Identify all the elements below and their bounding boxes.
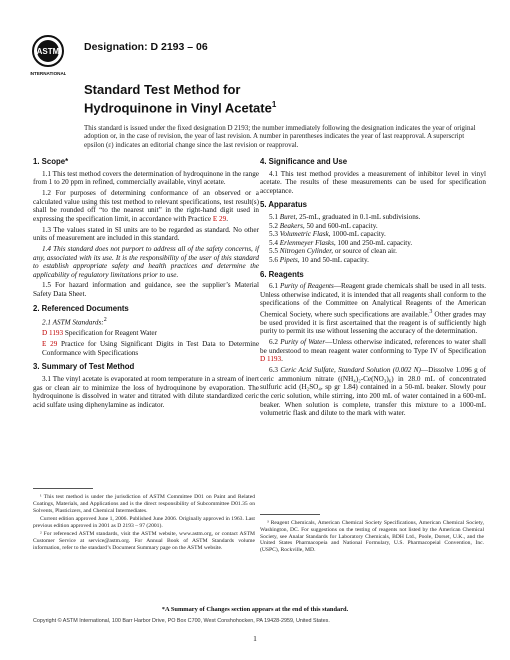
para-4-1: 4.1 This test method provides a measurement of inhibitor level in vinyl acetate. The results of these measurements can be used for specification acceptance.: [260, 169, 486, 195]
footnote-divider-right: [260, 514, 320, 515]
section-1-heading: 1. Scope*: [33, 157, 69, 166]
footnote-2: ² For referenced ASTM standards, visit the ASTM website, www.astm.org, or contact ASTM Customer Service at service@astm.org. For Annual Book of ASTM Standards volume information, refer to the standard’s Document Summary page on the ASTM website.: [33, 530, 255, 551]
designation: Designation: D 2193 – 06: [84, 41, 208, 53]
left-column: [33, 158, 259, 412]
reference-e29: E 29 Practice for Using Significant Digits in Test Data to Determine Conformance with Specifications: [42, 340, 260, 357]
para-1-1: 1.1 This test method covers the determination of hydroquinone in the range from 1 to 20 ppm in refined, commercially available, vinyl acetate.: [33, 169, 259, 187]
list-item: 5.6 Pipets, 10 and 50-mL capacity.: [269, 255, 369, 264]
footnotes-left: [33, 494, 255, 553]
para-1-5: 1.5 For hazard information and guidance, see the supplier’s Material Safety Data Sheet.: [33, 281, 259, 299]
list-item: 5.1 Buret, 25-mL, graduated in 0.1-mL subdivisions.: [269, 212, 421, 221]
list-item: 5.2 Beakers, 50 and 600-mL capacity.: [269, 221, 378, 230]
title-main: Hydroquinone in Vinyl Acetate: [84, 100, 272, 116]
link-e29-ref[interactable]: E 29: [42, 340, 58, 349]
footnote-3: ³ Reagent Chemicals, American Chemical Society Specifications, American Chemical Society, Washington, DC. For suggestions on the testing of reagents not listed by the American Chemical Society, see Analar Standards for Laboratory Chemicals, BDH Ltd., Poole, Dorset, U.K., and the United States Pharmacopeia and National Formulary, U.S. Pharmacopeial Convention, Inc. (USPC), Rockville, MD.: [260, 520, 484, 554]
para-6-3: 6.3 Ceric Acid Sulfate, Standard Solution (0.002 N)—Dissolve 1.096 g of ceric ammonium nitrate ((NH₄)₂-Ce(NO₃)₆) in 28.0 mL of concentrated sulfuric acid (H₂SO₄, sp gr 1.84) contained in a 50-mL beaker. Slowly pour the ceric solution, while stirring, into 200 mL of water contained in a 600-mL beaker. When solution is complete, transfer this mixture to a 1000-mL volumetric flask and dilute to the mark with water.: [260, 366, 487, 418]
footnote-divider-left: [33, 488, 93, 489]
link-e29[interactable]: E 29: [212, 214, 227, 223]
list-item: 5.3 Volumetric Flask, 1000-mL capacity.: [269, 230, 386, 239]
list-item: 5.5 Nitrogen Cylinder, or source of clean air.: [269, 247, 397, 256]
issuance-notice: This standard is issued under the fixed designation D 2193; the number immediately following the designation indicates the year of original adoption or, in the case of revision, the year of last revision. A number in parentheses indicates the year of last reapproval. A superscript epsilon (ε) indicates an editorial change since the last revision or reapproval.: [84, 124, 476, 149]
right-column: [260, 158, 486, 420]
para-1-4: 1.4 This standard does not purport to address all of the safety concerns, if any, associated with its use. It is the responsibility of the user of this standard to establish appropriate safety and health practices and determine the applicability of regulatory limitations prior to use.: [33, 244, 259, 279]
footnote-1b: Current edition approved June 1, 2006. Published June 2006. Originally approved in 1963. Last previous edition approved in 2001 as D 2193 – 97 (2001).: [33, 515, 255, 529]
list-item: 5.4 Erlenmeyer Flasks, 100 and 250-mL capacity.: [269, 238, 413, 247]
summary-of-changes-note: *A Summary of Changes section appears at the end of this standard.: [161, 606, 349, 613]
copyright: Copyright © ASTM International, 100 Barr Harbor Drive, PO Box C700, West Conshohocken, PA 19428-2959, United States.: [33, 618, 330, 624]
footnote-1: ¹ This test method is under the jurisdiction of ASTM Committee D01 on Paint and Related Coatings, Materials, and Applications and is the direct responsibility of Subcommittee D01.35 on Solvents, Plasticizers, and Chemical Intermediates.: [33, 494, 255, 514]
section-2-heading: 2. Referenced Documents: [33, 303, 129, 313]
title-footnote-ref[interactable]: 1: [271, 100, 277, 109]
document-title: [84, 82, 276, 115]
footnote-ref-3[interactable]: 3: [429, 308, 433, 315]
link-d1193[interactable]: D 1193: [42, 329, 64, 338]
astm-logo: [30, 34, 66, 78]
para-6-2: 6.2 Purity of Water—Unless otherwise indicated, references to water shall be understood to mean reagent water conforming to Type IV of Specification D 1193.: [260, 338, 486, 364]
para-6-1: 6.1 Purity of Reagents—Reagent grade chemicals shall be used in all tests. Unless otherwise indicated, it is intended that all reagents shall conform to the specifications of the Committee on Analytical Reagents of the American Chemical Society, where such specifications are available.$^3$ Other grades may be used provided it is first ascertained that the reagent is of sufficiently high purity to permit its use without lessening the accuracy of the determination.: [260, 282, 487, 336]
logo-text: INTERNATIONAL: [30, 71, 66, 76]
para-1-2: 1.2 For purposes of determining conformance of an observed or a calculated value using this test method to relevant specifications, test result(s) shall be rounded off “to the nearest unit” in the right-hand digit used in expressing the specification limit, in accordance with Practice E 29.: [33, 188, 259, 223]
apparatus-list: [260, 213, 486, 265]
page-number: 1: [253, 634, 257, 643]
section-5-heading: 5. Apparatus: [260, 200, 307, 210]
title-line-2: [84, 97, 276, 115]
footnote-ref-2[interactable]: 2: [103, 317, 107, 324]
para-2-1: 2.1 ASTM Standards:$^2$: [42, 317, 107, 327]
footnotes-right: [260, 520, 484, 555]
section-4-heading: 4. Significance and Use: [260, 157, 348, 166]
section-6-heading: 6. Reagents: [260, 269, 304, 279]
link-d1193-spec[interactable]: D 1193: [260, 355, 282, 364]
title-line-1: Standard Test Method for: [84, 82, 241, 97]
para-3-1: 3.1 The vinyl acetate is evaporated at room temperature in a stream of inert gas or clean air to minimize the loss of hydroquinone by evaporation. The hydroquinone is dissolved in water and titrated with dilute standardized ceric acid sulfate using diphenylamine as indicator.: [33, 374, 259, 409]
reference-d1193: D 1193 Specification for Reagent Water: [42, 329, 157, 338]
section-3-heading: 3. Summary of Test Method: [33, 362, 135, 372]
para-1-3: 1.3 The values stated in SI units are to be regarded as standard. No other units of measurement are included in this standard.: [33, 225, 259, 243]
logo-letters: ASTM: [36, 47, 60, 56]
